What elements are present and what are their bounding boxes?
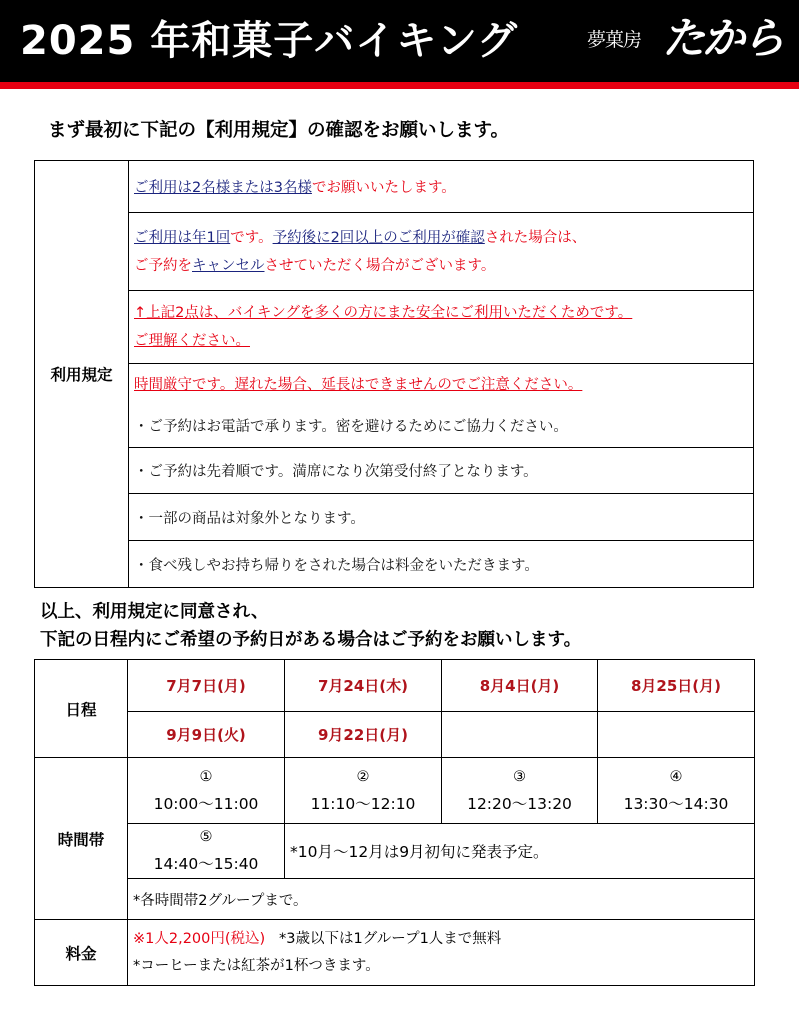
timeslot-label: 時間帯: [35, 758, 128, 920]
rule-party-size-rest: でお願いいたします。: [311, 180, 456, 196]
rule2-red-4: させていただく場合がございます。: [264, 257, 496, 274]
schedule-table: [34, 659, 755, 986]
timeslot-number: ②: [356, 768, 370, 785]
timeslot-number: ①: [199, 768, 213, 785]
timeslot-number: ③: [513, 768, 526, 785]
rule2-red-1: です。: [230, 229, 273, 246]
rule-reason-line1: ↑上記2点は、バイキングを多くの方にまた安全にご利用いただくためです。: [134, 305, 633, 321]
rule-reason-line2: ご理解ください。: [134, 333, 250, 349]
timeslot-time: 10:00〜11:00: [153, 794, 259, 813]
header-accent-stripe: [0, 82, 799, 89]
intro-text: まず最初に下記の【利用規定】の確認をお願いします。: [48, 120, 510, 141]
rule-punctuality: [129, 364, 754, 404]
fee-label: 料金: [35, 920, 128, 986]
rule-once-per-year: [129, 213, 754, 291]
rule-excluded-items: ・一部の商品は対象外となります。: [129, 494, 754, 541]
rule-punctuality-text: 時間厳守です。遅れた場合、延長はできませんのでご注意ください。: [134, 377, 583, 394]
date-item: 9月22日(月): [285, 712, 442, 758]
agreement-text: [40, 598, 581, 654]
date-item: 8月25日(月): [598, 660, 755, 712]
rule2-red-3: ご予約を: [134, 257, 192, 274]
brand-logo-small: 夢菓房: [587, 29, 642, 51]
fee-child-note: *3歳以下は1グループ1人まで無料: [279, 930, 502, 947]
rule-first-come: ・ご予約は先着順です。満席になり次第受付終了となります。: [129, 448, 754, 494]
date-item: 9月9日(火): [128, 712, 285, 758]
page-title: 2025 年和菓子バイキング: [20, 18, 519, 64]
rule2-red-2: された場合は、: [484, 229, 587, 246]
timeslot-number: ⑤: [199, 829, 213, 845]
rule-phone-reservation: ・ご予約はお電話で承ります。密を避けるためにご協力ください。: [129, 404, 754, 448]
rule2-cancel: キャンセル: [192, 257, 265, 274]
rule-party-size-highlight: ご利用は2名様または3名様: [134, 180, 312, 196]
rules-table: [34, 160, 754, 588]
rules-label: 利用規定: [35, 161, 129, 588]
date-empty-cell: [442, 712, 598, 758]
group-limit-note: *各時間帯2グループまで。: [128, 879, 755, 920]
agreement-line1: 以上、利用規定に同意され、: [40, 602, 269, 622]
timeslot-4: [598, 758, 755, 824]
timeslot-time: 14:40〜15:40: [153, 855, 259, 873]
agreement-line2: 下記の日程内にご希望の予約日がある場合はご予約をお願いします。: [40, 630, 582, 650]
future-schedule-note: *10月〜12月は9月初旬に発表予定。: [285, 824, 755, 879]
date-empty-cell: [598, 712, 755, 758]
rule2-navy-2: 予約後に2回以上のご利用が確認: [272, 229, 485, 246]
timeslot-time: 13:30〜14:30: [623, 794, 729, 813]
date-item: 7月7日(月): [128, 660, 285, 712]
schedule-label: 日程: [35, 660, 128, 758]
timeslot-5: [128, 824, 285, 879]
timeslot-2: [285, 758, 442, 824]
rule-party-size: [129, 161, 754, 213]
rule-reason: [129, 291, 754, 364]
rule2-navy-1: ご利用は年1回: [134, 229, 231, 246]
fee-drink-note: *コーヒーまたは紅茶が1杯つきます。: [133, 957, 380, 974]
fee-price: ※1人2,200円(税込): [133, 930, 266, 947]
fee-details: [128, 920, 755, 986]
date-item: 7月24日(木): [285, 660, 442, 712]
rule-leftovers: ・食べ残しやお持ち帰りをされた場合は料金をいただきます。: [129, 541, 754, 588]
header-banner: [0, 0, 799, 82]
timeslot-1: [128, 758, 285, 824]
timeslot-3: [442, 758, 598, 824]
date-item: 8月4日(月): [442, 660, 598, 712]
timeslot-time: 11:10〜12:10: [310, 794, 416, 813]
timeslot-number: ④: [669, 768, 683, 785]
timeslot-time: 12:20〜13:20: [467, 794, 572, 813]
brand-logo-large: たから: [662, 14, 782, 64]
